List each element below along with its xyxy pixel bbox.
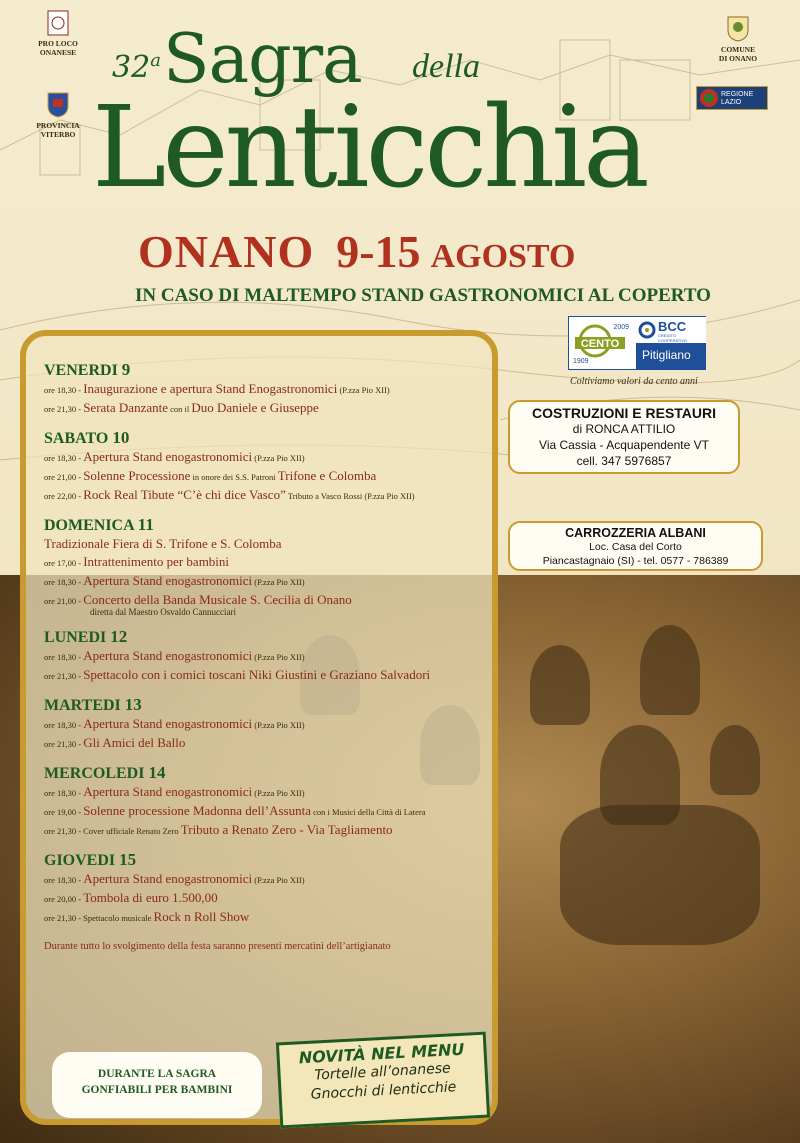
- bcc-emblem-icon: [638, 321, 656, 339]
- provincia-label: PROVINCIA VITERBO: [36, 121, 80, 139]
- comune-logo: [710, 12, 766, 63]
- gonfiabili-line2: GONFIABILI PER BAMBINI: [81, 1084, 233, 1096]
- event-title: Apertura Stand enogastronomici: [83, 449, 253, 464]
- event-title: Gli Amici del Ballo: [83, 735, 186, 750]
- event-title: Tradizionale Fiera di S. Trifone e S. Colomba: [44, 536, 282, 551]
- cento-text: CENTO: [580, 338, 620, 350]
- program-event: [44, 783, 478, 802]
- bcc-small: CREDITO COOPERATIVO: [658, 333, 688, 343]
- pro-loco-logo: [30, 10, 86, 57]
- event-title: Apertura Stand enogastronomici: [83, 716, 253, 731]
- event-note: (P.zza Pio XII): [252, 788, 305, 798]
- program-day-name: LUNEDI: [44, 629, 111, 646]
- program-event: [44, 647, 478, 666]
- provincia-crest-icon: [47, 90, 69, 118]
- program-event: [44, 535, 478, 553]
- novita-heading: NOVITÀ NEL MENU: [298, 1039, 465, 1068]
- event-time: ore 19,00 -: [44, 807, 84, 817]
- event-note: (P.zza Pio XII): [252, 875, 305, 885]
- program-day-name: VENERDI: [44, 362, 122, 379]
- program-day-heading: [44, 695, 478, 715]
- ad-costruzioni-heading: COSTRUZIONI E RESTAURI: [531, 405, 717, 421]
- comune-crest-icon: [726, 12, 750, 42]
- program-event: [44, 908, 478, 927]
- ad-costruzioni-line3: cell. 347 5976857: [576, 454, 672, 468]
- program-day-number: 9: [121, 360, 131, 379]
- event-title: Apertura Stand enogastronomici: [83, 648, 253, 663]
- program-event: [44, 715, 478, 734]
- event-note: con i Musici della Città di Latera: [311, 807, 426, 817]
- event-connector: con il: [168, 404, 192, 414]
- event-title: Inaugurazione e apertura Stand Enogastronomici: [83, 381, 338, 396]
- program-day-heading: [44, 763, 478, 783]
- program-event: [44, 889, 478, 908]
- novita-line1: Tortelle all’onanese: [314, 1060, 452, 1084]
- event-time: ore 20,00 -: [44, 894, 84, 904]
- cento-emblem-icon: [569, 317, 635, 369]
- event-time: ore 21,30 - Cover ufficiale Renato Zero: [44, 826, 181, 836]
- event-time: ore 21,30 -: [44, 671, 84, 681]
- festival-month: AGOSTO: [430, 238, 576, 275]
- title-lenticchia: Lenticchia: [92, 83, 646, 213]
- novita-menu-box: [276, 1032, 490, 1129]
- event-title: Apertura Stand enogastronomici: [83, 784, 253, 799]
- edition-number: 32$^a$: [112, 50, 161, 85]
- event-title: Solenne processione Madonna dell’Assunta: [83, 803, 311, 818]
- gonfiabili-line1: DURANTE LA SAGRA: [97, 1068, 217, 1080]
- pro-loco-crest-icon: [47, 10, 69, 36]
- cento-year-top: 2009: [613, 324, 629, 331]
- program-event: [44, 572, 478, 591]
- event-title: Rock n Roll Show: [153, 909, 250, 924]
- program-day-heading: [44, 850, 478, 870]
- ad-carrozzeria: [508, 521, 763, 571]
- regione-lazio-logo: [696, 86, 768, 110]
- event-title: Tributo a Renato Zero - Via Tagliamento: [180, 822, 393, 837]
- event-title: Apertura Stand enogastronomici: [83, 573, 253, 588]
- gonfiabili-box: [52, 1052, 262, 1118]
- title-sagra: Sagra: [163, 20, 362, 99]
- program-event: [44, 486, 478, 505]
- program-event: [44, 821, 478, 840]
- event-time: ore 22,00 -: [44, 491, 84, 501]
- event-time: ore 21,30 -: [44, 404, 84, 414]
- cento-logo: [569, 317, 635, 369]
- event-time: ore 21,00 -: [44, 472, 84, 482]
- event-title: Apertura Stand enogastronomici: [83, 871, 253, 886]
- event-time: ore 17,00 -: [44, 558, 84, 568]
- program-event: [44, 802, 478, 821]
- program-event: [44, 734, 478, 753]
- ad-carrozzeria-line1: Loc. Casa del Corto: [589, 541, 682, 553]
- event-note: (P.zza Pio XII): [252, 720, 305, 730]
- event-title: Concerto della Banda Musicale S. Cecilia di Onano: [83, 592, 352, 607]
- event-note: (P.zza Pio XII): [337, 385, 390, 395]
- program-day-number: 15: [119, 850, 137, 869]
- program-day-heading: [44, 360, 478, 380]
- program-day-number: 12: [110, 627, 128, 646]
- bcc-tagline: Coltiviamo valori da cento anni: [570, 376, 698, 387]
- ad-costruzioni: [508, 400, 740, 474]
- program-footer-note: Durante tutto lo svolgimento della festa saranno presenti mercatini dell’artigianato: [44, 941, 391, 952]
- festival-dates: 9-15: [336, 226, 421, 277]
- event-title-2: Trifone e Colomba: [277, 468, 377, 483]
- ad-costruzioni-line2: Via Cassia - Acquapendente VT: [539, 438, 709, 452]
- event-title: Intrattenimento per bambini: [83, 554, 230, 569]
- event-title: Solenne Processione: [83, 468, 191, 483]
- event-time: ore 18,30 -: [44, 652, 84, 662]
- event-title: Spettacolo con i comici toscani Niki Giustini e Graziano Salvadori: [83, 667, 431, 682]
- program-panel: [20, 330, 498, 1125]
- bcc-brand: [636, 317, 706, 369]
- regione-emblem-icon: [698, 87, 720, 109]
- event-time: ore 18,30 -: [44, 385, 84, 395]
- program-event: [44, 666, 478, 685]
- event-time: ore 21,30 - Spettacolo musicale: [44, 913, 154, 923]
- bcc-branch: Pitigliano: [642, 348, 691, 362]
- event-note: (P.zza Pio XII): [252, 577, 305, 587]
- program-event: [44, 870, 478, 889]
- ad-carrozzeria-line2: Piancastagnaio (SI) - tel. 0577 - 786389: [542, 555, 729, 567]
- bcc-logo: [568, 316, 706, 370]
- regione-label: REGIONE LAZIO: [721, 91, 754, 106]
- town-name: ONANO: [138, 226, 315, 277]
- ad-carrozzeria-heading: CARROZZERIA ALBANI: [565, 526, 706, 540]
- program-event: [44, 399, 478, 418]
- event-subnote: diretta dal Maestro Osvaldo Cannucciari: [90, 607, 236, 617]
- town-dates-row: [138, 225, 575, 278]
- event-time: ore 18,30 -: [44, 453, 84, 463]
- event-note: Tributo a Vasco Rossi (P.zza Pio XII): [285, 491, 415, 501]
- comune-label: COMUNE DI ONANO: [718, 45, 758, 63]
- ad-costruzioni-line1: di RONCA ATTILIO: [572, 422, 676, 436]
- event-time: ore 18,30 -: [44, 720, 84, 730]
- event-time: ore 18,30 -: [44, 788, 84, 798]
- event-time: ore 21,00 -: [44, 596, 84, 606]
- program-day-number: 10: [112, 428, 130, 447]
- cento-year-bottom: 1909: [573, 358, 589, 365]
- event-connector: in onore dei S.S. Patroni: [190, 472, 278, 482]
- provincia-logo: [30, 90, 86, 139]
- pro-loco-label: PRO LOCO ONANESE: [38, 39, 78, 57]
- program-day-heading: [44, 627, 478, 647]
- program-day-number: 14: [148, 763, 166, 782]
- program-day-name: GIOVEDI: [44, 852, 120, 869]
- program-event: [44, 380, 478, 399]
- event-title-2: Duo Daniele e Giuseppe: [191, 400, 319, 415]
- event-time: ore 21,30 -: [44, 739, 84, 749]
- program-event: [44, 467, 478, 486]
- event-note: (P.zza Pio XII): [252, 652, 305, 662]
- program-event: [44, 448, 478, 467]
- event-time: ore 18,30 -: [44, 875, 84, 885]
- program-day-heading: [44, 515, 478, 535]
- program-day-name: MARTEDI: [44, 697, 125, 714]
- event-time: ore 18,30 -: [44, 577, 84, 587]
- event-title: Rock Real Tibute “C’è chi dice Vasco”: [83, 487, 286, 502]
- bad-weather-notice: IN CASO DI MALTEMPO STAND GASTRONOMICI AL COPERTO: [135, 285, 711, 306]
- program-day-heading: [44, 428, 478, 448]
- bcc-name: BCC: [658, 319, 687, 334]
- event-note: (P.zza Pio XII): [252, 453, 305, 463]
- program-day-name: SABATO: [44, 430, 113, 447]
- title-della: della: [412, 48, 480, 85]
- event-title: Tombola di euro 1.500,00: [83, 890, 218, 905]
- program-event: [44, 553, 478, 572]
- program-day-number: 11: [137, 515, 154, 534]
- novita-line2: Gnocchi di lenticchie: [310, 1079, 457, 1103]
- program-day-number: 13: [124, 695, 142, 714]
- program-day-name: MERCOLEDI: [44, 765, 149, 782]
- event-title: Serata Danzante: [83, 400, 168, 415]
- program-day-name: DOMENICA: [44, 517, 138, 534]
